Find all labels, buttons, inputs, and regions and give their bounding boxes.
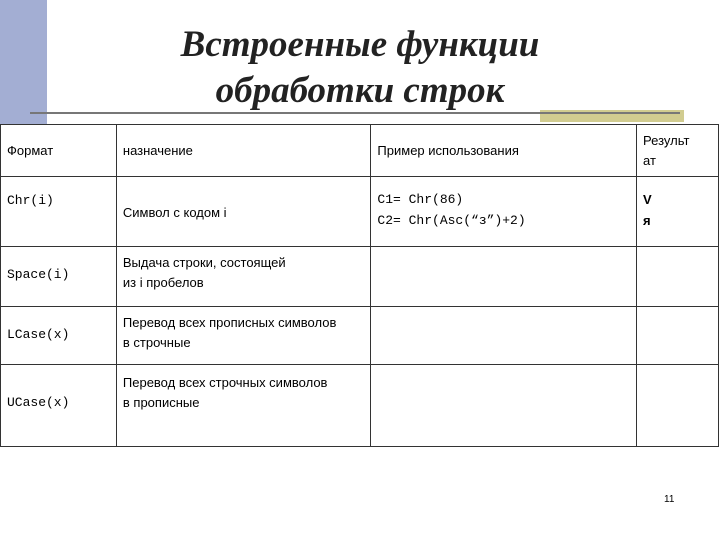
- table-row: [1, 177, 719, 247]
- row-result-line1: V: [643, 192, 652, 207]
- row-purpose-line1: Перевод всех строчных символов: [122, 375, 328, 390]
- row-purpose-line2: из i пробелов: [122, 275, 204, 290]
- header-result-part2: ат: [643, 152, 656, 168]
- row-purpose-line1: Выдача строки, состоящей: [122, 255, 286, 270]
- table-row: [1, 247, 719, 307]
- row-example-line2: C2= Chr(Asc(“з”)+2): [377, 213, 526, 228]
- row-format: Space(i): [1, 247, 117, 307]
- header-result: [637, 125, 719, 177]
- table-row: [1, 365, 719, 447]
- row-result: [637, 307, 719, 365]
- table-row: [1, 307, 719, 365]
- row-purpose-line2: в прописные: [122, 395, 200, 410]
- header-format: Формат: [1, 125, 117, 177]
- header-example: Пример использования: [371, 125, 637, 177]
- row-example: [371, 307, 637, 365]
- row-format: LCase(x): [1, 307, 117, 365]
- header-purpose: назначение: [116, 125, 371, 177]
- row-result: [637, 365, 719, 447]
- row-result-line2: я: [643, 213, 651, 228]
- row-purpose-line2: в строчные: [122, 335, 191, 350]
- row-purpose: [116, 307, 371, 365]
- row-result: [637, 247, 719, 307]
- slide-title: [120, 22, 600, 114]
- row-purpose: [116, 247, 371, 307]
- row-example: [371, 177, 637, 247]
- row-example-line1: C1= Chr(86): [377, 192, 464, 207]
- title-line-1: Встроенные функции: [180, 24, 540, 65]
- row-example: [371, 365, 637, 447]
- row-purpose-line1: Перевод всех прописных символов: [122, 315, 337, 330]
- row-purpose: [116, 177, 371, 247]
- header-result-part1: Результ: [643, 132, 690, 148]
- string-functions-table: [0, 124, 719, 447]
- table-header-row: [1, 125, 719, 177]
- page-number: 11: [664, 494, 675, 505]
- row-format: UCase(x): [1, 365, 117, 447]
- row-purpose-line1: Символ с кодом i: [122, 205, 227, 220]
- title-line-2: обработки строк: [215, 70, 505, 111]
- row-format: Chr(i): [1, 177, 117, 247]
- row-purpose: [116, 365, 371, 447]
- row-result: [637, 177, 719, 247]
- title-underline: [30, 112, 680, 114]
- row-example: [371, 247, 637, 307]
